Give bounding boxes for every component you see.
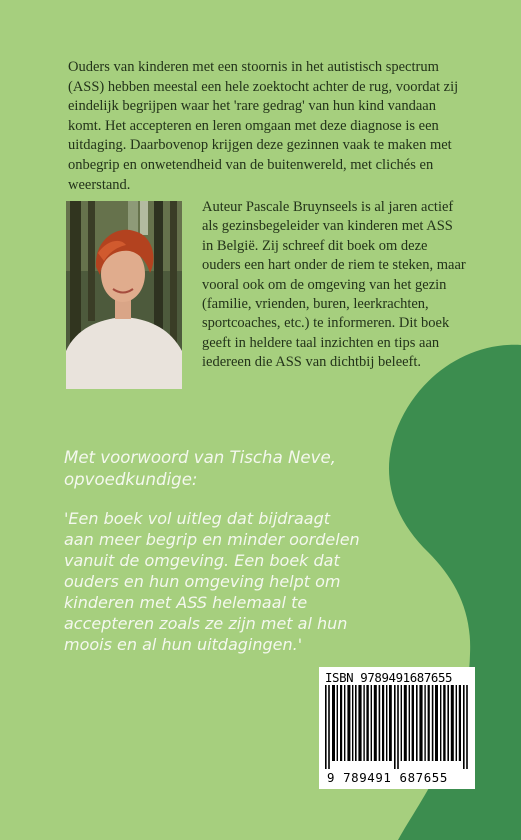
isbn-barcode [319, 667, 475, 789]
foreword-quote: 'Een boek vol uitleg dat bijdraagt aan meer begrip en minder oordelen vanuit de omgeving. Een boek dat ouders en hun omgeving helpt om kinderen met ASS helemaal te accepteren zoals ze zijn met al hun moois en al hun uitdagingen.' [64, 509, 360, 654]
isbn-label: ISBN 9789491687655 [325, 670, 453, 685]
intro-paragraph: Ouders van kinderen met een stoornis in het autistisch spectrum (ASS) hebben meestal een hele zoektocht achter de rug, voordat zij eindelijk begrijpen waar het 'rare gedrag' van hun kind vandaan komt. Het accepteren en leren omgaan met deze diagnose is een uitdaging. Daarbovenop krijgen deze gezinnen vaak te maken met onbegrip en onwetendheid van de buitenwereld, met clichés en weerstand. [68, 59, 459, 193]
author-bio-paragraph: Auteur Pascale Bruynseels is al jaren actief als gezinsbegeleider van kinderen met ASS in België. Zij schreef dit boek om deze ouders een hart onder de riem te steken, maar vooral ook om de omgeving van het gezin (familie, vrienden, buren, leerkrachten, sportcoaches, etc.) te informeren. Dit boek geeft in heldere taal inzichten en tips aan iedereen die ASS van dichtbij beleeft. [202, 199, 466, 371]
foreword-heading: Met voorwoord van Tischa Neve, opvoedkundige: [64, 448, 336, 489]
author-photo [66, 201, 182, 389]
barcode-icon [325, 685, 471, 769]
barcode-digits: 9 789491 687655 [327, 770, 448, 785]
